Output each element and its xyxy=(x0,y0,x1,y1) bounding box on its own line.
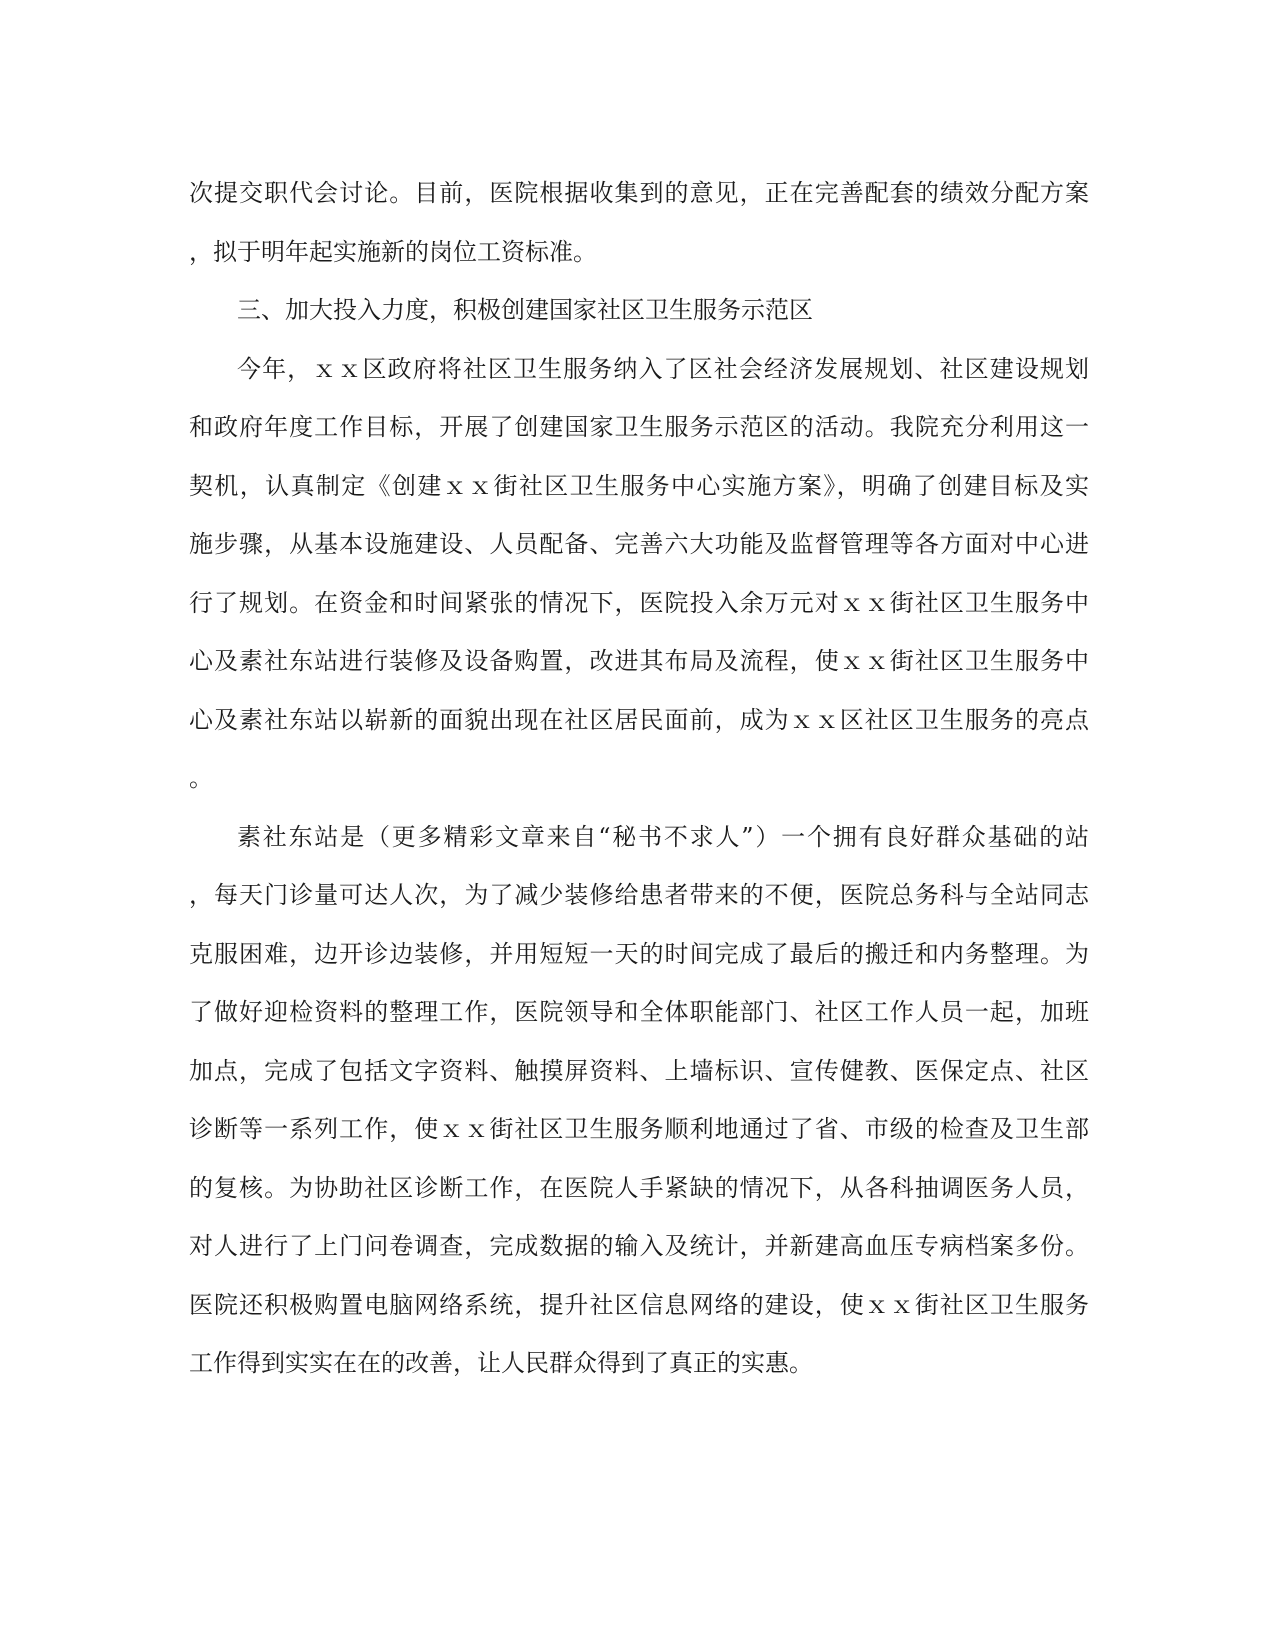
text-line: 次提交职代会讨论。目前，医院根据收集到的意见，正在完善配套的绩效分配方案 xyxy=(189,179,1089,207)
text-line: 素社东站是（更多精彩文章来自“秘书不求人”）一个拥有良好群众基础的站 xyxy=(237,822,1089,851)
text-line: 了做好迎检资料的整理工作，医院领导和全体职能部门、社区工作人员一起，加班 xyxy=(189,998,1089,1026)
section-heading xyxy=(189,281,1089,340)
paragraph xyxy=(189,340,1089,808)
text-line: 和政府年度工作目标，开展了创建国家卫生服务示范区的活动。我院充分利用这一 xyxy=(189,413,1089,441)
text-line: ，每天门诊量可达人次，为了减少装修给患者带来的不便，医院总务科与全站同志 xyxy=(189,881,1089,909)
text-line: 契机，认真制定《创建ｘｘ街社区卫生服务中心实施方案》，明确了创建目标及实 xyxy=(189,471,1089,500)
text-line: 对人进行了上门问卷调查，完成数据的输入及统计，并新建高血压专病档案多份。 xyxy=(189,1232,1089,1260)
heading-line: 三、加大投入力度，积极创建国家社区卫生服务示范区 xyxy=(237,296,813,324)
text-line: 的复核。为协助社区诊断工作，在医院人手紧缺的情况下，从各科抽调医务人员， xyxy=(189,1173,1089,1202)
document-body xyxy=(189,164,1089,1393)
text-line: 施步骤，从基本设施建设、人员配备、完善六大功能及监督管理等各方面对中心进 xyxy=(189,530,1089,558)
text-line: 克服困难，边开诊边装修，并用短短一天的时间完成了最后的搬迁和内务整理。为 xyxy=(189,939,1089,968)
paragraph xyxy=(189,164,1089,281)
text-line: 加点，完成了包括文字资料、触摸屏资料、上墙标识、宣传健教、医保定点、社区 xyxy=(189,1056,1089,1085)
text-line: ，拟于明年起实施新的岗位工资标准。 xyxy=(189,237,597,266)
text-line: 行了规划。在资金和时间紧张的情况下，医院投入余万元对ｘｘ街社区卫生服务中 xyxy=(189,588,1089,617)
text-line: 。 xyxy=(189,764,213,792)
text-line: 心及素社东站以崭新的面貌出现在社区居民面前，成为ｘｘ区社区卫生服务的亮点 xyxy=(189,705,1089,734)
text-line: 心及素社东站进行装修及设备购置，改进其布局及流程，使ｘｘ街社区卫生服务中 xyxy=(189,647,1089,675)
text-line: 医院还积极购置电脑网络系统，提升社区信息网络的建设，使ｘｘ街社区卫生服务 xyxy=(189,1290,1089,1319)
text-line: 诊断等一系列工作，使ｘｘ街社区卫生服务顺利地通过了省、市级的检查及卫生部 xyxy=(189,1115,1089,1143)
text-line: 今年，ｘｘ区政府将社区卫生服务纳入了区社会经济发展规划、社区建设规划 xyxy=(237,354,1089,383)
paragraph xyxy=(189,808,1089,1393)
text-line: 工作得到实实在在的改善，让人民群众得到了真正的实惠。 xyxy=(189,1349,813,1377)
